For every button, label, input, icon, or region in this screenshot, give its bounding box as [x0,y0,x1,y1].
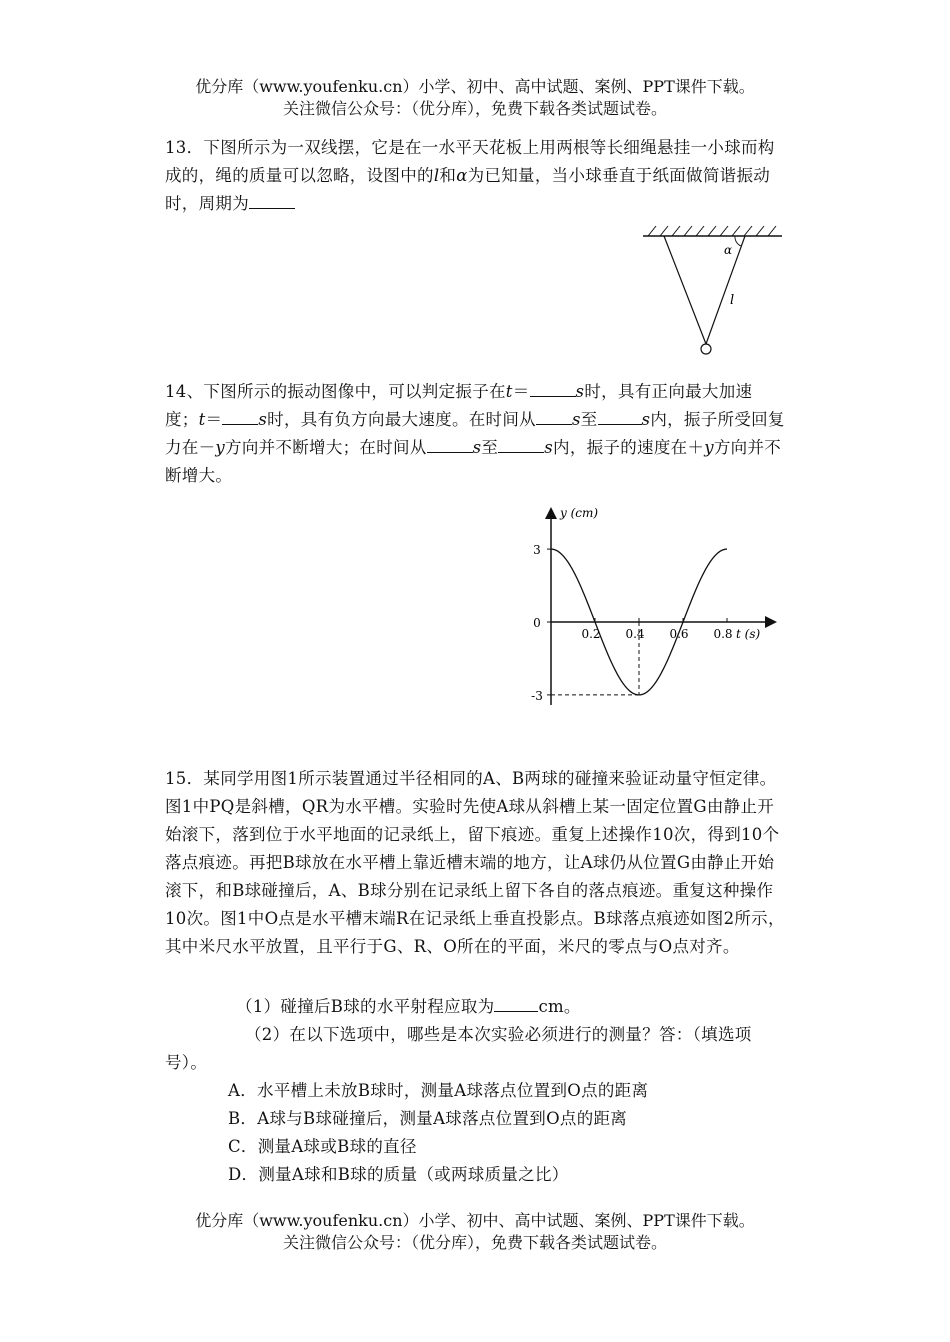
l-label: l [730,293,735,308]
y-axis-label: y (cm) [560,506,599,520]
q15-sub1-text: （1）碰撞后B球的水平射程应取为 [236,997,495,1016]
option-b: B．A球与B球碰撞后，测量A球落点位置到O点的距离 [228,1109,628,1128]
option-a: A．水平槽上未放B球时，测量A球落点位置到O点的距离 [228,1081,649,1100]
footer-line-2: 关注微信公众号：（优分库），免费下载各类试题试卷。 [282,1233,667,1252]
q14-text-4: 内，振子所受回复力在－ [165,410,785,457]
x-axis-label: t (s) [736,627,761,641]
left-string [664,236,706,344]
q14-unit-s: s [571,410,581,429]
y-tick-label: 3 [533,543,541,558]
question-15-body: 15．某同学用图1所示装置通过半径相同的A、B两球的碰撞来验证动量守恒定律。图1中PQ是斜槽，QR为水平槽。实验时先使A球从斜槽上某一固定位置G由静止开始滚下，落到位于水平地面的记录纸上，留下痕迹。重复上述操作10次，得到10个落点痕迹。再把B球放在水平槽上靠近槽末端的地方，让A球仍从位置G由静止开始滚下，和B球碰撞后，A、B球分别在记录纸上留下各自的落点痕迹。重复这种操作10次。图1中O点是水平槽末端R在记录纸上垂直投影点。B球落点痕迹如图2所示，其中米尺水平放置，且平行于G、R、O所在的平面，米尺的零点与O点对齐。 [165,769,785,956]
vibration-graph [520,500,790,715]
option-d: D．测量A球和B球的质量（或两球质量之比） [228,1165,569,1184]
q13-var-alpha: α [456,166,468,185]
q14-eq: ＝ [205,410,223,429]
x-tick-label: 0.6 [669,627,689,641]
q13-text-a: 13．下图所示为一双线摆，它是在一水平天花板上用两根等长细绳悬挂一小球而构成的，绳的质量可以忽略，设图中的 [165,138,775,185]
q14-to: 至 [481,438,499,457]
q14-unit-s: s [575,382,585,401]
option-c: C．测量A球或B球的直径 [228,1137,417,1156]
q14-to: 至 [580,410,598,429]
question-15-sub-1 [236,993,796,1021]
q14-text-3: 时，具有负方向最大速度。在时间从 [267,410,536,429]
bifilar-pendulum-figure [640,222,785,362]
q14-text-7: 方向并不断增大。 [165,438,782,485]
header-line-2: 关注微信公众号：（优分库），免费下载各类试题试卷。 [282,99,667,118]
q14-blank-3[interactable] [536,408,572,425]
q14-unit-s: s [258,410,268,429]
q13-var-l: l [433,166,440,185]
q14-text-2: 时，具有正向最大加速度； [165,382,753,429]
y-tick-label: -3 [531,688,543,703]
q14-var-y: y [704,438,714,457]
ceiling-hatching [648,226,776,236]
q14-blank-1[interactable] [530,380,576,397]
y-tick-label: 0 [533,616,541,630]
q14-blank-4[interactable] [598,408,642,425]
question-15-sub-2: （2）在以下选项中，哪些是本次实验必须进行的测量？答：（填选项号）。 [165,1025,752,1072]
q14-text-6: 内，振子的速度在＋ [553,438,705,457]
q13-and: 和 [439,166,457,185]
header-line-1: 优分库（www.youfenku.cn）小学、初中、高中试题、案例、PPT课件下载。 [195,77,755,96]
q14-var-t: t [198,410,206,429]
q14-text-1: 14、下图所示的振动图像中，可以判定振子在 [165,382,506,401]
q15-sub1-blank[interactable] [494,995,538,1012]
footer-line-1: 优分库（www.youfenku.cn）小学、初中、高中试题、案例、PPT课件下载。 [195,1211,755,1230]
q15-sub1-unit: cm。 [538,997,581,1016]
q14-blank-6[interactable] [498,436,544,453]
q13-answer-blank[interactable] [249,192,295,209]
q14-unit-s: s [472,438,482,457]
x-tick-label: 0.8 [713,627,733,641]
q14-blank-2[interactable] [222,408,258,425]
question-13 [165,134,785,218]
q14-var-y: y [215,438,226,457]
q14-eq: ＝ [512,382,530,401]
q14-var-t: t [505,382,513,401]
q14-unit-s: s [544,438,554,457]
q14-text-5: 方向并不断增大；在时间从 [225,438,427,457]
q14-unit-s: s [641,410,651,429]
x-tick-label: 0.2 [581,627,601,641]
q13-text-b: 为已知量，当小球垂直于纸面做简谐振动时，周期为 [165,166,771,213]
x-tick-label: 0.4 [625,627,645,641]
alpha-angle-arc [735,236,741,246]
q14-blank-5[interactable] [427,436,473,453]
alpha-label: α [724,243,733,257]
pendulum-ball [701,344,711,354]
question-14 [165,378,785,490]
